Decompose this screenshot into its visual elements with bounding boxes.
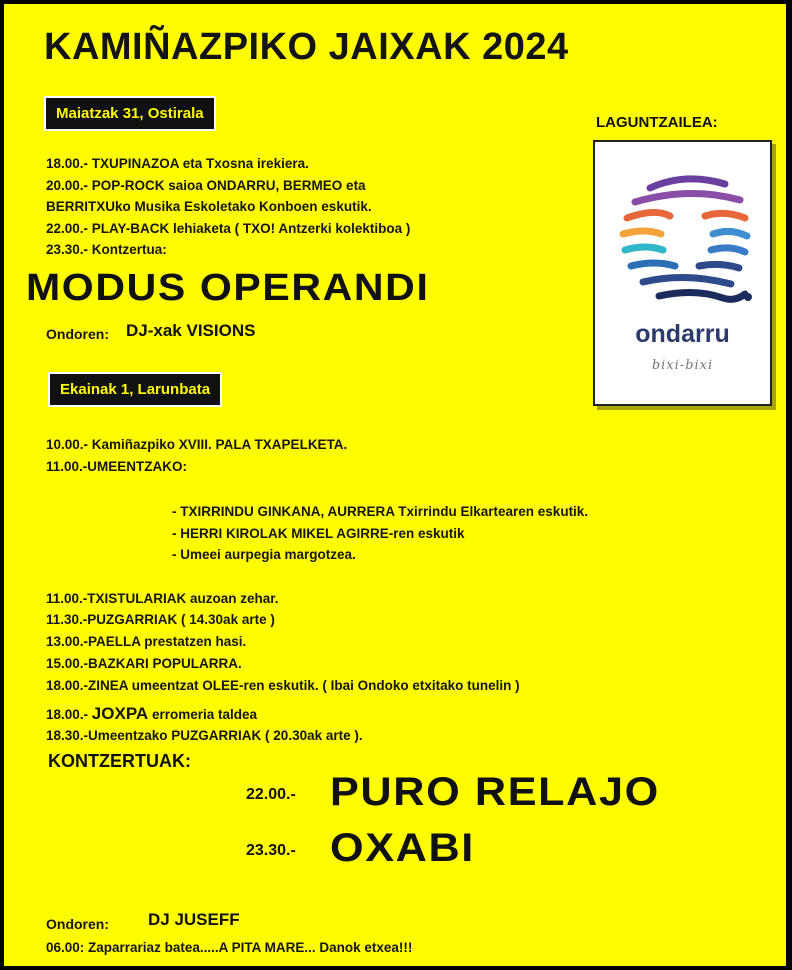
logo-stripe-11: [643, 277, 731, 284]
concert-2-name: OXABI: [330, 826, 475, 870]
closing-line: 06.00: Zaparrariaz batea.....A PITA MARE... Danok etxea!!!: [46, 940, 413, 955]
day2-joxpa-line: [46, 704, 257, 724]
day2-line-5: 13.00.-PAELLA prestatzen hasi.: [46, 634, 247, 649]
day1-headliner: MODUS OPERANDI: [26, 267, 430, 309]
joxpa-time: 18.00.-: [46, 707, 89, 722]
logo-stripe-2: [635, 193, 740, 202]
joxpa-name: JOXPA: [91, 704, 149, 723]
day1-line-2: 20.00.- POP-ROCK saioa ONDARRU, BERMEO eta: [46, 178, 366, 193]
day1-line-5: 23.30.- Kontzertua:: [46, 242, 167, 257]
concerts-label: KONTZERTUAK:: [48, 751, 191, 771]
logo-stripe-6: [713, 231, 747, 236]
logo-stripe-8: [711, 248, 745, 252]
day1-line-4: 22.00.- PLAY-BACK lehiaketa ( TXO! Antzerki kolektiboa ): [46, 221, 411, 236]
logo-stripe-9: [631, 263, 675, 266]
day2-line-3: 11.00.-TXISTULARIAK auzoan zehar.: [46, 591, 279, 606]
day2-puzgarriak-line: 18.30.-Umeentzako PUZGARRIAK ( 20.30ak arte ).: [46, 728, 363, 743]
day2-kids-3: - Umeei aurpegia margotzea.: [172, 547, 356, 562]
day1-date-label: Maiatzak 31, Ostirala: [44, 96, 216, 131]
sponsor-logo-name: ondarru: [635, 320, 730, 348]
logo-stripe-7: [625, 247, 663, 250]
logo-stripe-1: [650, 179, 725, 188]
logo-dot: [744, 293, 752, 301]
sponsor-logo-card: [593, 140, 772, 406]
day1-after-value: DJ-xak VISIONS: [126, 321, 256, 340]
concert-2-time: 23.30.-: [246, 842, 296, 859]
concert-1-name: PURO RELAJO: [330, 770, 660, 814]
day2-date-label: Ekainak 1, Larunbata: [48, 372, 222, 407]
sponsor-label: LAGUNTZAILEA:: [596, 114, 718, 131]
day2-after-label: Ondoren:: [46, 916, 109, 932]
logo-stripe-4: [705, 213, 745, 218]
poster-title: KAMIÑAZPIKO JAIXAK 2024: [44, 26, 569, 68]
ondarru-logo-icon: [595, 150, 770, 325]
logo-stripe-5: [623, 231, 661, 234]
day1-line-3: BERRITXUko Musika Eskoletako Konboen eskutik.: [46, 199, 372, 214]
day1-line-1: 18.00.- TXUPINAZOA eta Txosna irekiera.: [46, 156, 309, 171]
joxpa-rest: erromeria taldea: [151, 707, 257, 722]
sponsor-logo-tagline: bixi-bixi: [651, 358, 714, 373]
festival-poster: [4, 4, 786, 966]
concert-1-time: 22.00.-: [246, 786, 296, 803]
day2-line-1: 10.00.- Kamiñazpiko XVIII. PALA TXAPELKETA.: [46, 437, 348, 452]
day2-kids-1: - TXIRRINDU GINKANA, AURRERA Txirrindu Elkartearen eskutik.: [172, 504, 589, 519]
day2-after-value: DJ JUSEFF: [148, 910, 240, 929]
day2-kids-2: - HERRI KIROLAK MIKEL AGIRRE-ren eskutik: [172, 526, 465, 541]
day1-after-label: Ondoren:: [46, 326, 109, 342]
logo-stripe-10: [699, 264, 739, 268]
day2-line-4: 11.30.-PUZGARRIAK ( 14.30ak arte ): [46, 612, 275, 627]
day2-line-7: 18.00.-ZINEA umeentzat OLEE-ren eskutik. ( Ibai Ondoko etxitako tunelin ): [46, 678, 520, 693]
logo-stripe-3: [627, 212, 670, 218]
day2-line-6: 15.00.-BAZKARI POPULARRA.: [46, 656, 242, 671]
day2-line-2: 11.00.-UMEENTZAKO:: [46, 459, 188, 474]
logo-stripe-12: [659, 292, 745, 299]
